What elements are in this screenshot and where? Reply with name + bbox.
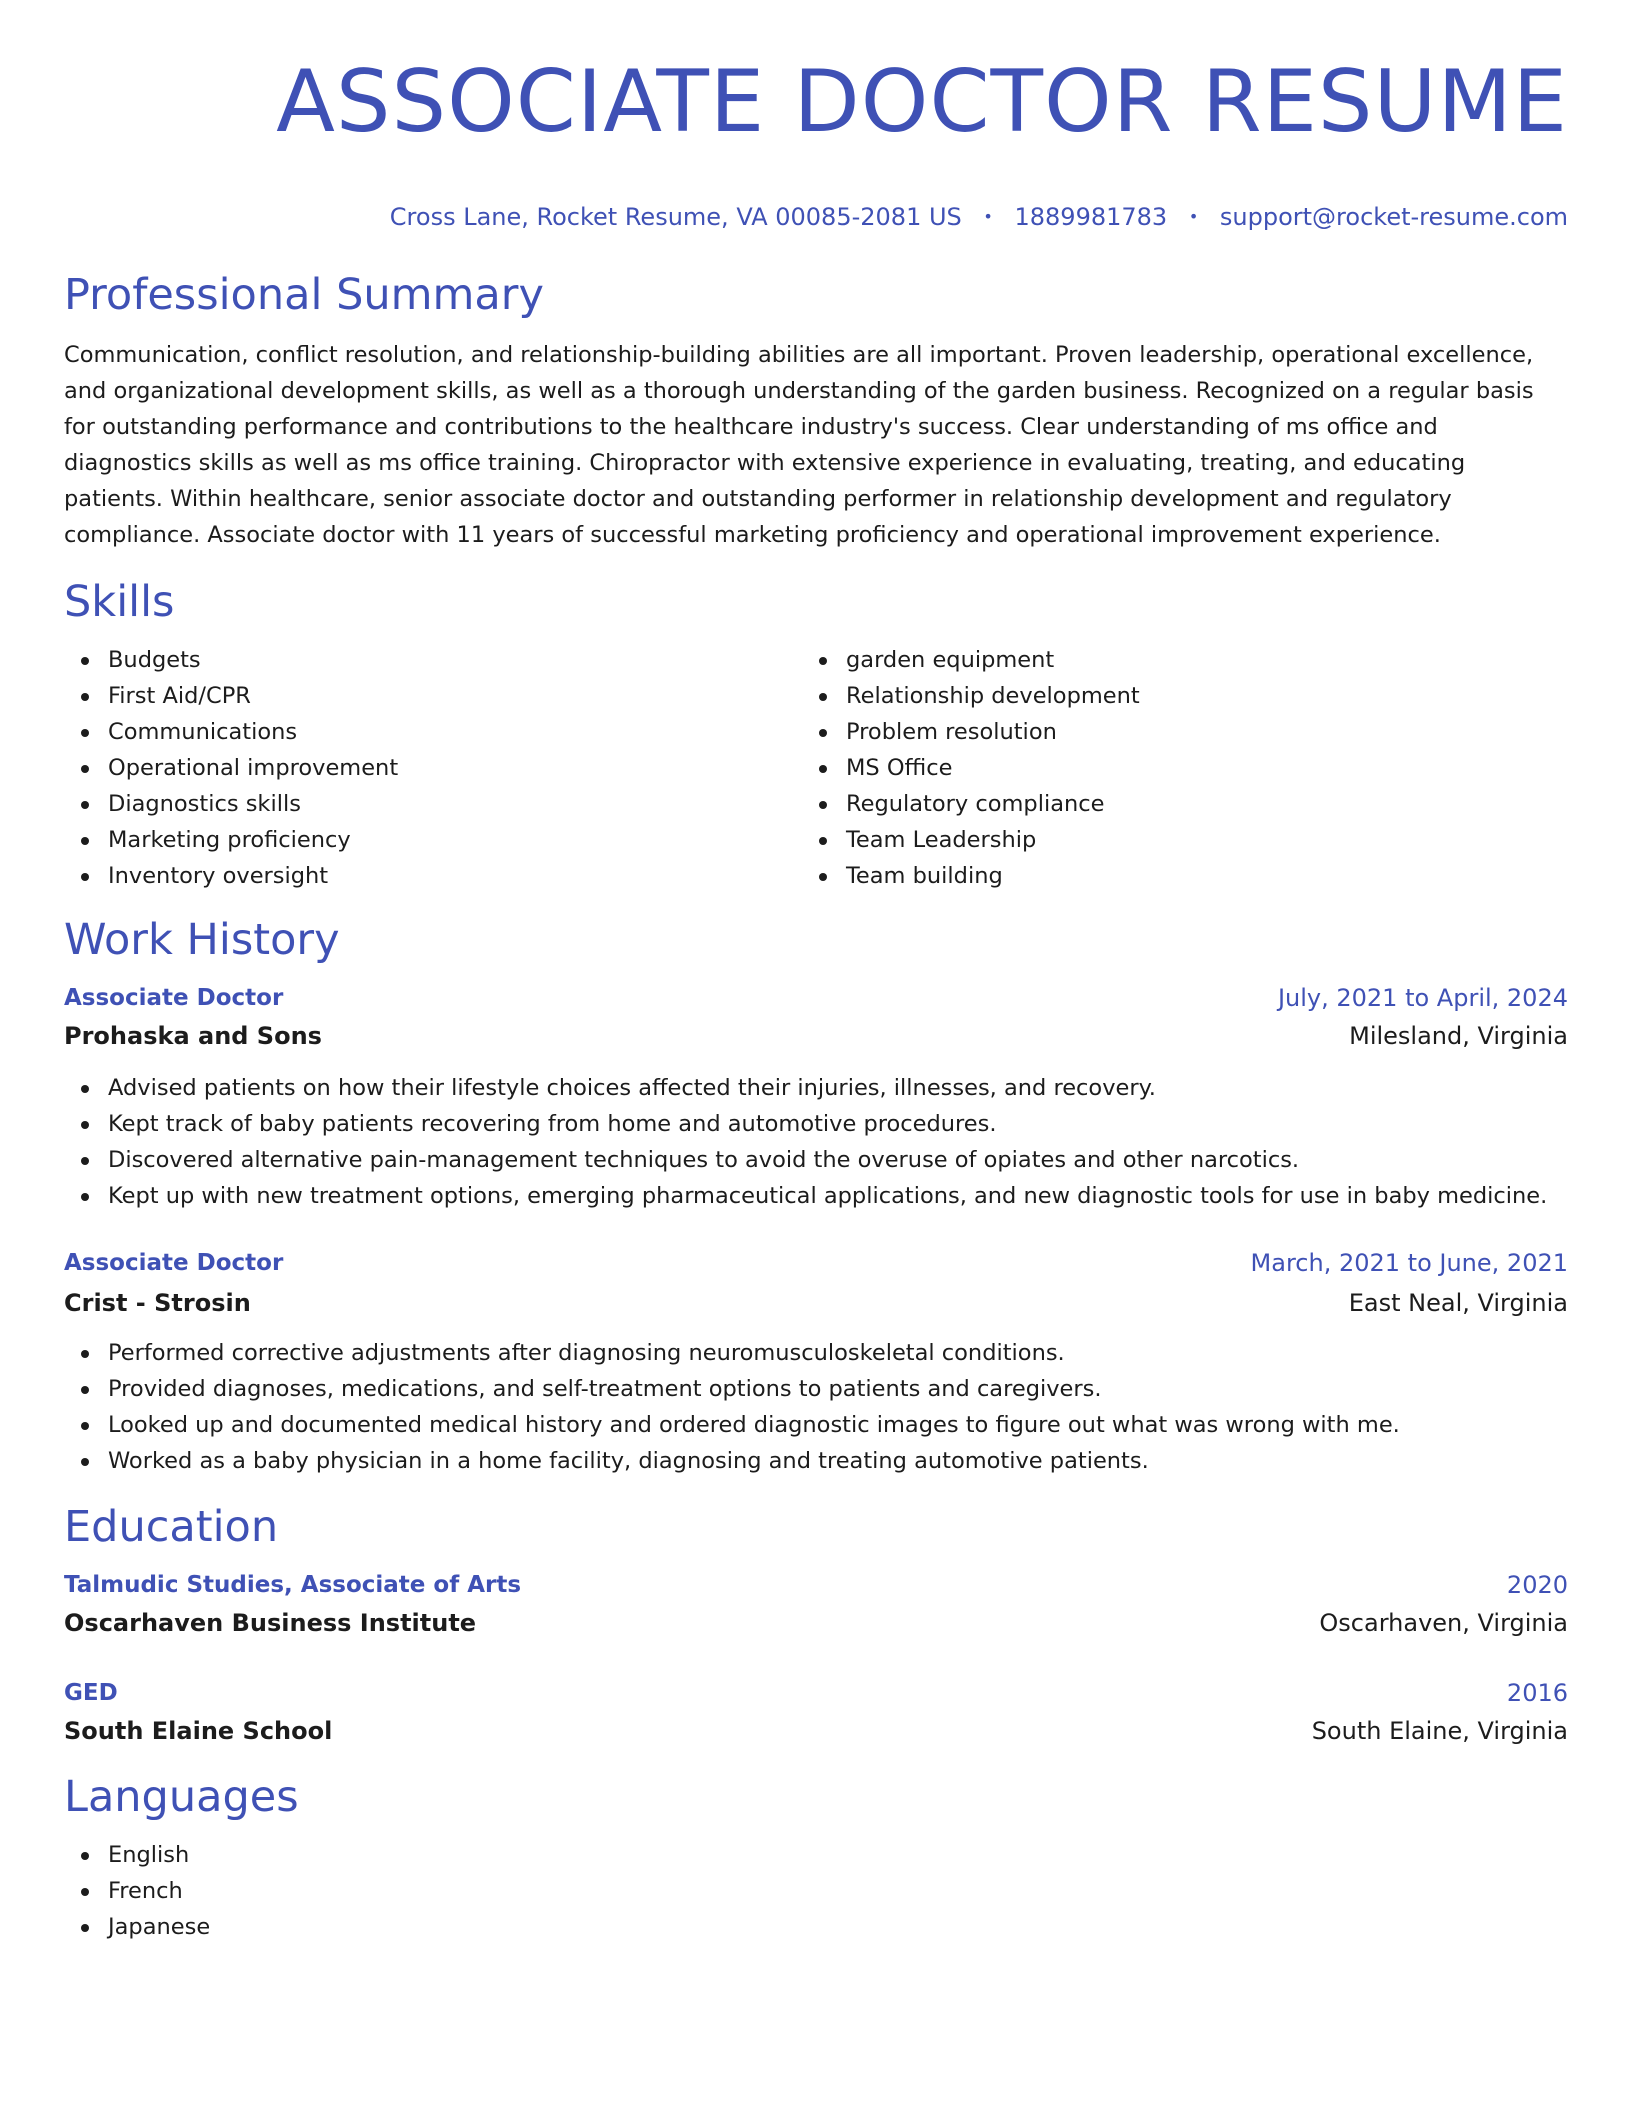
contact-separator: • <box>983 207 993 226</box>
skill-item: MS Office <box>802 750 1540 786</box>
skill-item: Problem resolution <box>802 714 1540 750</box>
skills-list-left <box>64 642 802 894</box>
job-location: Milesland, Virginia <box>1349 1022 1568 1050</box>
job-company: Crist - Strosin <box>64 1289 251 1317</box>
job-duties <box>64 1070 1568 1214</box>
job-duty: Kept up with new treatment options, emerging pharmaceutical applications, and new diagnostic tools for use in baby medicine. <box>64 1178 1568 1214</box>
job-entry <box>64 1245 1568 1479</box>
job-duties <box>64 1335 1568 1479</box>
contact-line <box>64 202 1568 232</box>
skill-item: Regulatory compliance <box>802 786 1540 822</box>
language-item: English <box>64 1837 1568 1873</box>
job-duty: Kept track of baby patients recovering from home and automotive procedures. <box>64 1106 1568 1142</box>
language-item: French <box>64 1873 1568 1909</box>
skills-columns <box>64 642 1568 894</box>
education-school-row <box>64 1605 1568 1641</box>
job-header-row <box>64 980 1568 1016</box>
education-entry <box>64 1567 1568 1641</box>
skill-item: Diagnostics skills <box>64 786 802 822</box>
skill-item: Team building <box>802 858 1540 894</box>
job-duty: Performed corrective adjustments after diagnosing neuromusculoskeletal conditions. <box>64 1335 1568 1371</box>
contact-phone: 1889981783 <box>1014 203 1168 231</box>
job-title: Associate Doctor <box>64 1250 284 1276</box>
skills-section <box>64 576 1568 894</box>
education-school: Oscarhaven Business Institute <box>64 1609 477 1637</box>
skills-list-right <box>802 642 1540 894</box>
summary-heading: Professional Summary <box>64 270 544 320</box>
language-item: Japanese <box>64 1909 1568 1945</box>
education-location: South Elaine, Virginia <box>1311 1717 1568 1745</box>
languages-heading: Languages <box>64 1772 299 1822</box>
skill-item: Operational improvement <box>64 750 802 786</box>
contact-email: support@rocket-resume.com <box>1219 203 1568 231</box>
contact-address: Cross Lane, Rocket Resume, VA 00085-2081 US <box>389 203 962 231</box>
education-degree: GED <box>64 1680 118 1706</box>
job-dates: March, 2021 to June, 2021 <box>1250 1249 1568 1277</box>
education-degree: Talmudic Studies, Associate of Arts <box>64 1572 522 1598</box>
work-history-heading: Work History <box>64 915 340 965</box>
education-entry <box>64 1675 1568 1749</box>
skill-item: Communications <box>64 714 802 750</box>
languages-list <box>64 1837 1568 1945</box>
education-year: 2020 <box>1506 1571 1568 1599</box>
work-history-section <box>64 914 1568 1479</box>
summary-section <box>64 269 1568 553</box>
skill-item: Budgets <box>64 642 802 678</box>
languages-section <box>64 1771 1568 1945</box>
education-section <box>64 1501 1568 1749</box>
education-school: South Elaine School <box>64 1717 333 1745</box>
job-duty: Advised patients on how their lifestyle choices affected their injuries, illnesses, and recovery. <box>64 1070 1568 1106</box>
job-title: Associate Doctor <box>64 985 284 1011</box>
education-heading: Education <box>64 1502 279 1552</box>
job-dates: July, 2021 to April, 2024 <box>1277 984 1568 1012</box>
education-header-row <box>64 1675 1568 1711</box>
job-location: East Neal, Virginia <box>1348 1289 1568 1317</box>
education-school-row <box>64 1713 1568 1749</box>
contact-separator: • <box>1188 207 1199 226</box>
job-duty: Looked up and documented medical history and ordered diagnostic images to figure out what was wrong with me. <box>64 1407 1568 1443</box>
education-header-row <box>64 1567 1568 1603</box>
education-location: Oscarhaven, Virginia <box>1319 1609 1568 1637</box>
job-duty: Discovered alternative pain-management techniques to avoid the overuse of opiates and other narcotics. <box>64 1142 1568 1178</box>
education-year: 2016 <box>1506 1679 1568 1707</box>
skill-item: Relationship development <box>802 678 1540 714</box>
skills-heading: Skills <box>64 577 175 627</box>
skill-item: Inventory oversight <box>64 858 802 894</box>
job-company-row <box>64 1285 1568 1321</box>
skill-item: First Aid/CPR <box>64 678 802 714</box>
job-duty: Worked as a baby physician in a home facility, diagnosing and treating automotive patients. <box>64 1443 1568 1479</box>
job-entry <box>64 980 1568 1214</box>
skill-item: Team Leadership <box>802 822 1540 858</box>
skill-item: Marketing proficiency <box>64 822 802 858</box>
job-header-row <box>64 1245 1568 1281</box>
job-company-row <box>64 1018 1568 1054</box>
summary-text: Communication, conflict resolution, and relationship-building abilities are all important. Proven leadership, operational excellence, and organizational development skills, as well as a thorough understanding of the garden business. Recognized on a regular basis for outstanding performance and contributions to the healthcare industry's success. Clear understanding of ms office and diagnostics skills as well as ms office training. Chiropractor with extensive experience in evaluating, treating, and educating patients. Within healthcare, senior associate doctor and outstanding performer in relationship development and regulatory compliance. Associate doctor with 11 years of successful marketing proficiency and operational improvement experience. <box>64 342 1534 548</box>
resume-title: ASSOCIATE DOCTOR RESUME <box>276 52 1568 152</box>
job-duty: Provided diagnoses, medications, and self-treatment options to patients and caregivers. <box>64 1371 1568 1407</box>
skill-item: garden equipment <box>802 642 1540 678</box>
job-company: Prohaska and Sons <box>64 1022 322 1050</box>
